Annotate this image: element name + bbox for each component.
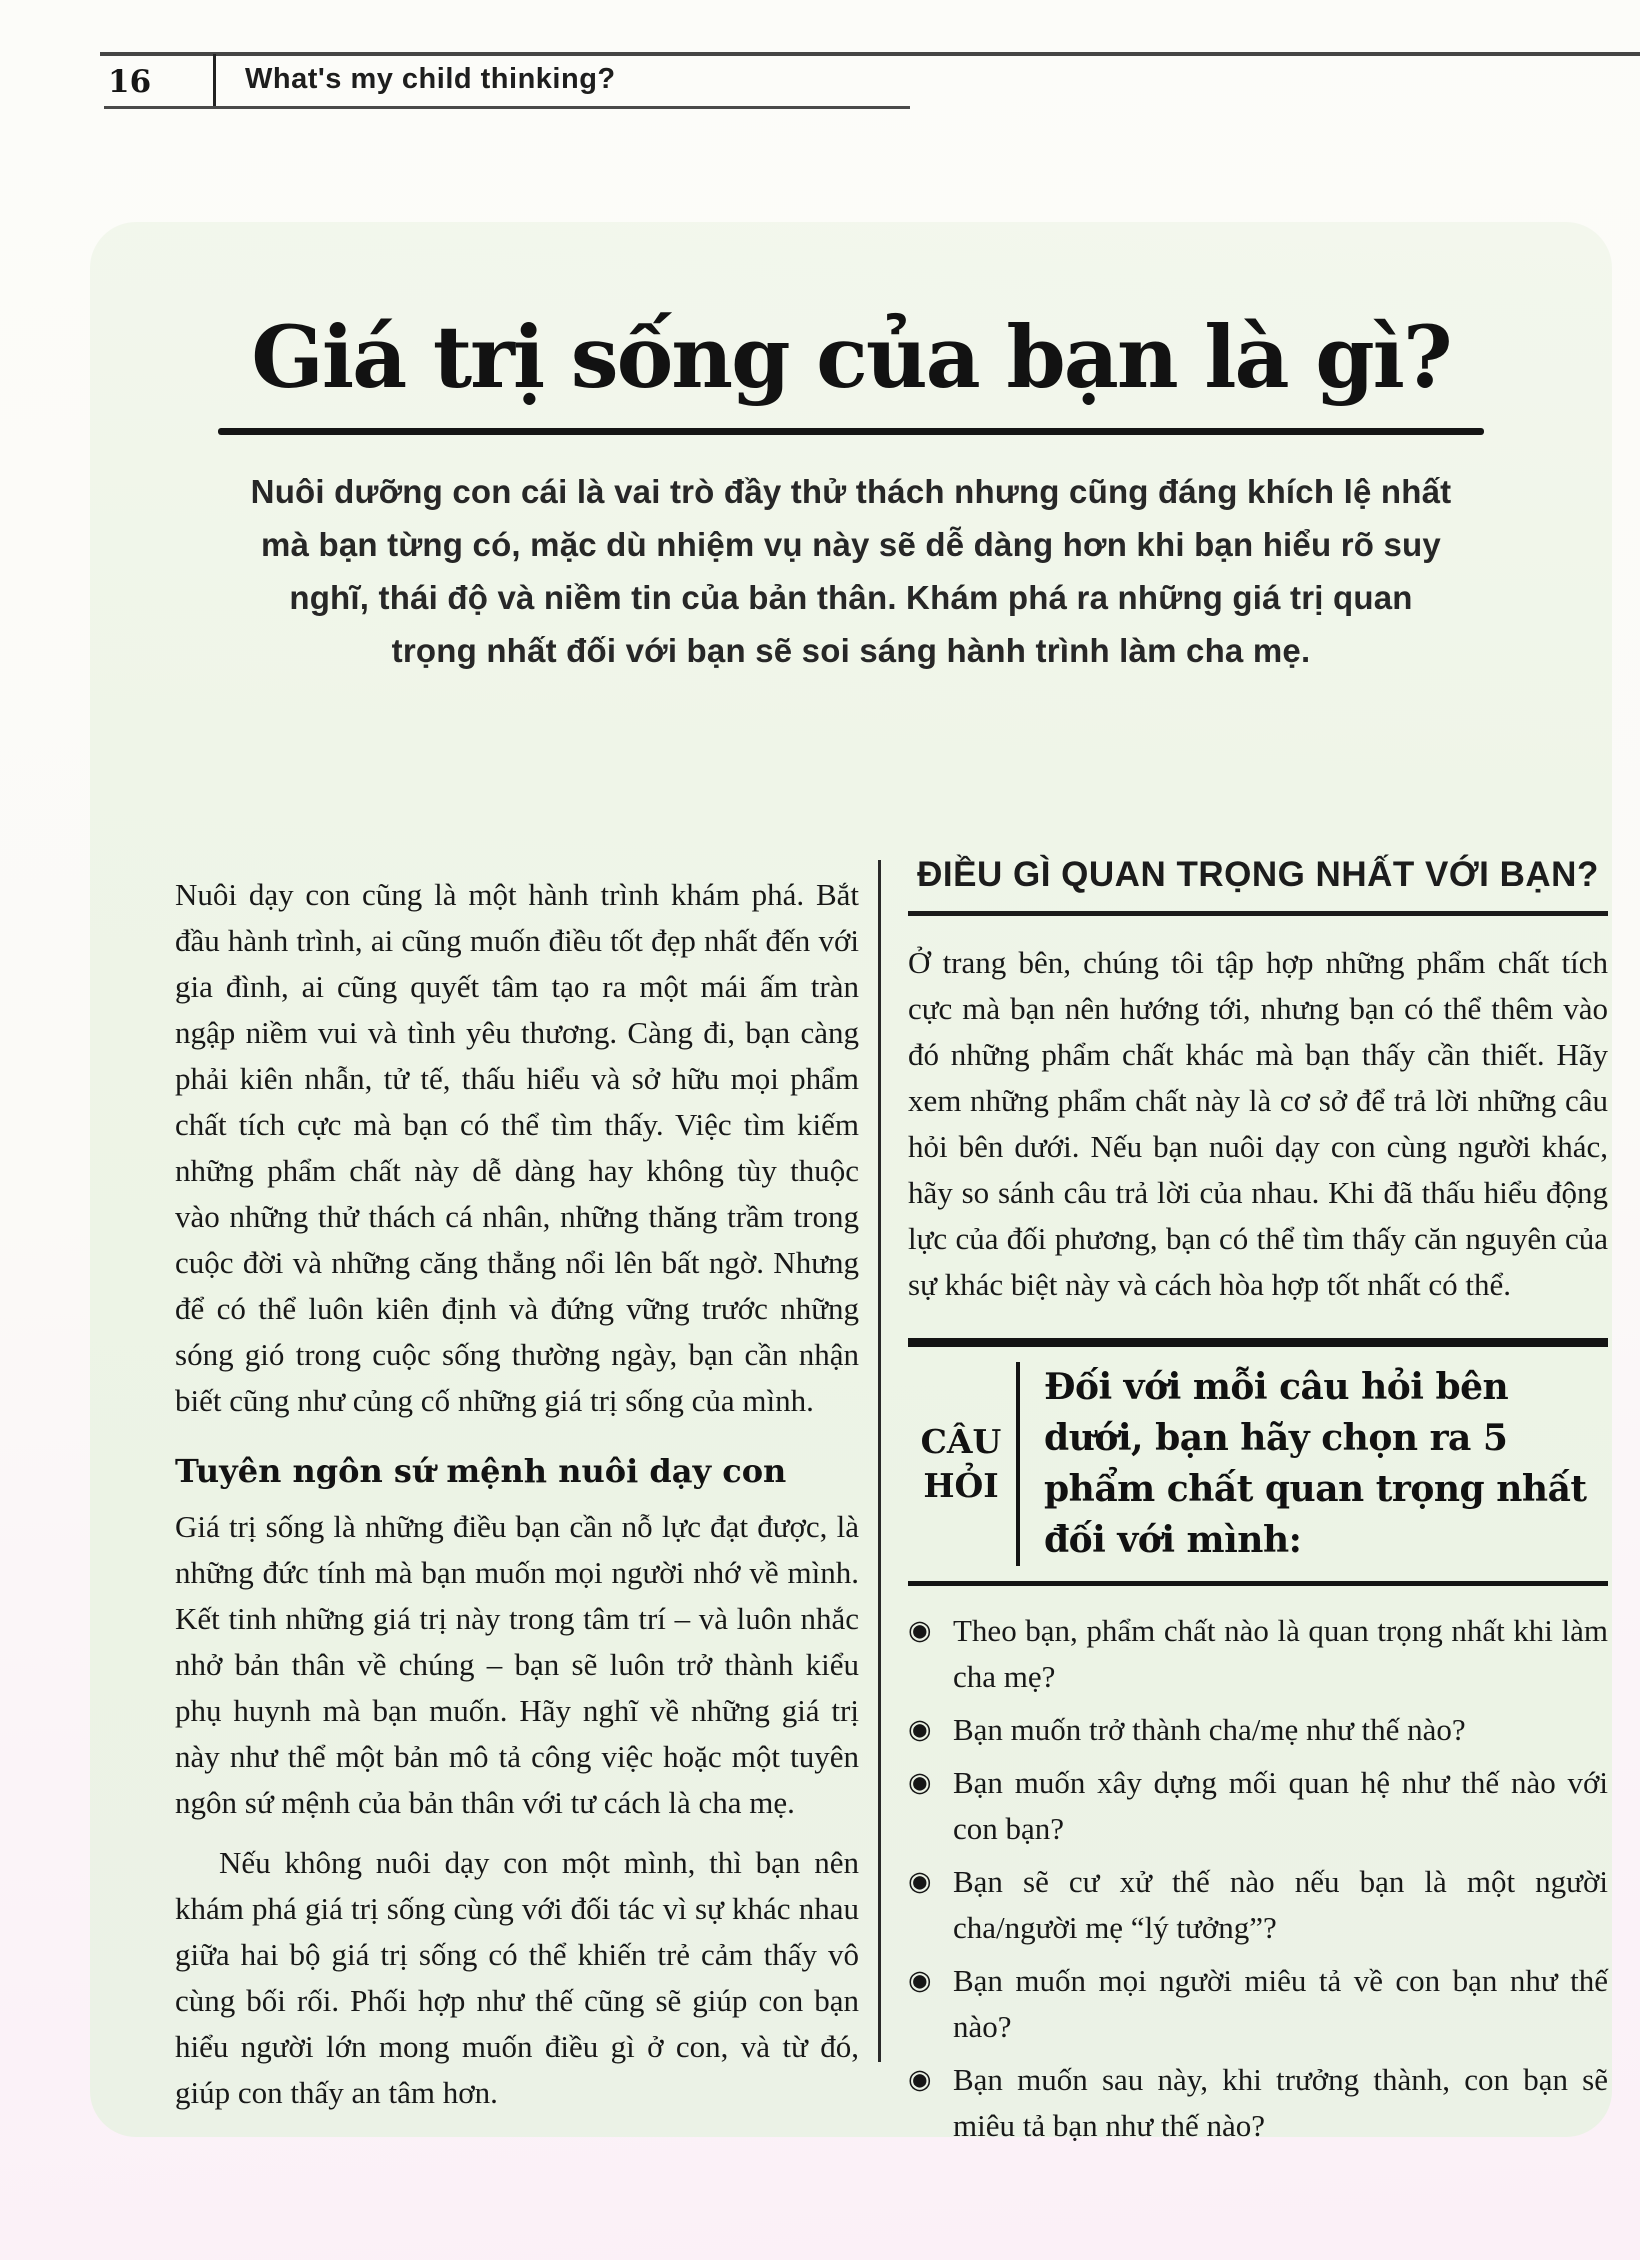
- running-head-bottom-rule: [104, 106, 910, 109]
- running-head-top-rule: [100, 52, 1640, 56]
- running-head-vertical-rule: [213, 54, 216, 108]
- body-paragraph-3: Nếu không nuôi dạy con một mình, thì bạn nên khám phá giá trị sống cùng với đối tác vì sự khác nhau giữa hai bộ giá trị sống có thể khiến trẻ cảm thấy vô cùng bối rối. Phối hợp như thế cũng sẽ giúp con bạn hiểu người lớn mong muốn điều gì ở con, và từ đó, giúp con thấy an tâm hơn.: [175, 1845, 859, 2110]
- column-divider-rule: [878, 860, 881, 2062]
- questions-list: [908, 1608, 1608, 2149]
- question-text: Bạn muốn mọi người miêu tả về con bạn như thế nào?: [953, 1963, 1608, 2044]
- question-item: [908, 1707, 1608, 1753]
- question-item: [908, 2057, 1608, 2149]
- fisheye-bullet-icon: ◉: [908, 1767, 932, 1798]
- question-box-label-line1: CÂU: [920, 1422, 1002, 1461]
- fisheye-bullet-icon: ◉: [908, 2064, 932, 2095]
- section-subheading: Tuyên ngôn sứ mệnh nuôi dạy con: [175, 1452, 787, 1490]
- intro-paragraph: Nuôi dưỡng con cái là vai trò đầy thử thách nhưng cũng đáng khích lệ nhất mà bạn từng có, mặc dù nhiệm vụ này sẽ dễ dàng hơn khi bạn hiểu rõ suy nghĩ, thái độ và niềm tin của bản thân. Khám phá ra những giá trị quan trọng nhất đối với bạn sẽ soi sáng hành trình làm cha mẹ.: [250, 473, 1452, 669]
- fisheye-bullet-icon: ◉: [908, 1714, 932, 1745]
- question-text: Bạn muốn xây dựng mối quan hệ như thế nào với con bạn?: [953, 1765, 1608, 1846]
- fisheye-bullet-icon: ◉: [908, 1965, 932, 1996]
- question-item: [908, 1859, 1608, 1951]
- question-text: Bạn muốn trở thành cha/mẹ như thế nào?: [953, 1712, 1466, 1747]
- right-column-paragraph: Ở trang bên, chúng tôi tập hợp những phẩm chất tích cực mà bạn nên hướng tới, nhưng bạn có thể thêm vào đó những phẩm chất khác mà bạn thấy cần thiết. Hãy xem những phẩm chất này là cơ sở để trả lời những câu hỏi bên dưới. Nếu bạn nuôi dạy con cùng người khác, hãy so sánh câu trả lời của nhau. Khi đã thấu hiểu động lực của đối phương, bạn có thể tìm thấy căn nguyên của sự khác biệt này và cách hòa hợp tốt nhất có thể.: [908, 945, 1608, 1302]
- body-paragraph-1: Nuôi dạy con cũng là một hành trình khám phá. Bắt đầu hành trình, ai cũng muốn điều tốt đẹp nhất đến với gia đình, ai cũng quyết tâm tạo ra một mái ấm tràn ngập niềm vui và tình yêu thương. Càng đi, bạn càng phải kiên nhẫn, tử tế, thấu hiểu và sở hữu mọi phẩm chất tích cực mà bạn có thể tìm thấy. Việc tìm kiếm những phẩm chất này dễ dàng hay không tùy thuộc vào những thử thách cá nhân, những thăng trầm trong cuộc đời và những căng thẳng nổi lên bất ngờ. Nhưng để có thể luôn kiên định và đứng vững trước những sóng gió trong cuộc sống thường ngày, bạn cần nhận biết cũng như củng cố những giá trị sống của mình.: [175, 877, 859, 1418]
- section-heading-underline: [908, 911, 1608, 916]
- question-text: Theo bạn, phẩm chất nào là quan trọng nhất khi làm cha mẹ?: [953, 1613, 1608, 1694]
- fisheye-bullet-icon: ◉: [908, 1866, 932, 1897]
- article-title: Giá trị sống của bạn là gì?: [251, 308, 1451, 408]
- content-panel: [90, 222, 1612, 2143]
- book-title: What's my child thinking?: [245, 63, 616, 95]
- page-number: 16: [108, 64, 152, 100]
- question-box: [908, 1338, 1608, 1586]
- question-text: Bạn sẽ cư xử thế nào nếu bạn là một người cha/người mẹ “lý tưởng”?: [953, 1864, 1608, 1945]
- fisheye-bullet-icon: ◉: [908, 1615, 932, 1646]
- question-box-instruction: Đối với mỗi câu hỏi bên dưới, bạn hãy chọn ra 5 phẩm chất quan trọng nhất đối với mình:: [1016, 1362, 1608, 1566]
- question-item: [908, 1760, 1608, 1852]
- question-item: [908, 1608, 1608, 1700]
- section-heading: ĐIỀU GÌ QUAN TRỌNG NHẤT VỚI BẠN?: [917, 855, 1599, 894]
- title-underline: [218, 428, 1484, 435]
- body-paragraph-2: Giá trị sống là những điều bạn cần nỗ lực đạt được, là những đức tính mà bạn muốn mọi người nhớ về mình. Kết tinh những giá trị này trong tâm trí – và luôn nhắc nhở bản thân về chúng – bạn sẽ luôn trở thành kiểu phụ huynh mà bạn muốn. Hãy nghĩ về những giá trị này như thể một bản mô tả công việc hoặc một tuyên ngôn sứ mệnh của bản thân với tư cách là cha mẹ.: [175, 1509, 859, 1820]
- right-column: [908, 855, 1608, 2156]
- question-box-label-line2: HỎI: [923, 1466, 999, 1505]
- left-column: [175, 872, 859, 2116]
- question-text: Bạn muốn sau này, khi trưởng thành, con bạn sẽ miêu tả bạn như thế nào?: [953, 2062, 1608, 2143]
- question-item: [908, 1958, 1608, 2050]
- question-box-label: [908, 1420, 1014, 1508]
